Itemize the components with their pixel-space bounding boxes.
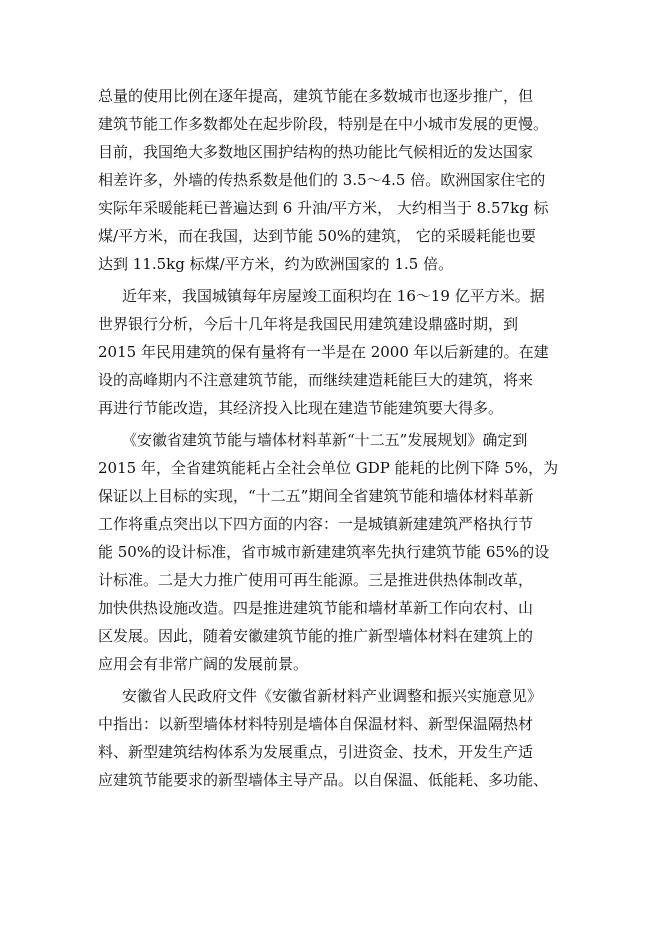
- text-line: 目前，我国绝大多数地区围护结构的热功能比气候相近的发达国家: [98, 143, 534, 161]
- text-line: 保证以上目标的实现，“十二五”期间全省建筑节能和墙体材料革新: [98, 487, 534, 505]
- text-line: 总量的使用比例在逐年提高，建筑节能在多数城市也逐步推广，但: [98, 87, 534, 105]
- text-line: 料、新型建筑结构体系为发展重点，引进资金、技术，开发生产适: [98, 743, 534, 761]
- paragraph-first-line: 近年来，我国城镇每年房屋竣工面积均在 16～19 亿平方米。据: [122, 287, 545, 305]
- text-line: 加快供热设施改造。四是推进建筑节能和墙材革新工作向农村、山: [98, 599, 534, 617]
- text-line: 中指出：以新型墙体材料特别是墙体自保温材料、新型保温隔热材: [98, 715, 534, 733]
- text-line: 应建筑节能要求的新型墙体主导产品。以自保温、低能耗、多功能、: [98, 771, 549, 789]
- text-line: 达到 11.5kg 标煤/平方米，约为欧洲国家的 1.5 倍。: [98, 255, 454, 273]
- text-line: 2015 年民用建筑的保有量将有一半是在 2000 年以后新建的。在建: [98, 343, 549, 361]
- text-line: 相差许多，外墙的传热系数是他们的 3.5～4.5 倍。欧洲国家住宅的: [98, 171, 546, 189]
- text-line: 工作将重点突出以下四方面的内容：一是城镇新建建筑严格执行节: [98, 515, 534, 533]
- text-line: 计标准。二是大力推广使用可再生能源。三是推进供热体制改革，: [98, 571, 534, 589]
- paragraph-first-line: 安徽省人民政府文件《安徽省新材料产业调整和振兴实施意见》: [122, 687, 543, 705]
- text-line: 建筑节能工作多数都处在起步阶段，特别是在中小城市发展的更慢。: [98, 115, 549, 133]
- text-line: 2015 年，全省建筑能耗占全社会单位 GDP 能耗的比例下降 5%，为: [98, 459, 559, 477]
- text-line: 实际年采暖能耗已普遍达到 6 升油/平方米， 大约相当于 8.57kg 标: [98, 199, 549, 217]
- text-line: 再进行节能改造，其经济投入比现在建造节能建筑要大得多。: [98, 399, 504, 417]
- text-line: 煤/平方米，而在我国，达到节能 50%的建筑， 它的采暖耗能也要: [98, 227, 536, 245]
- paragraph-first-line: 《安徽省建筑节能与墙体材料革新“十二五”发展规划》确定到: [122, 431, 528, 449]
- text-line: 应用会有非常广阔的发展前景。: [98, 655, 309, 673]
- text-line: 设的高峰期内不注意建筑节能，而继续建造耗能巨大的建筑，将来: [98, 371, 534, 389]
- text-line: 能 50%的设计标准，省市城市新建建筑率先执行建筑节能 65%的设: [98, 543, 550, 561]
- text-line: 区发展。因此，随着安徽建筑节能的推广新型墙体材料在建筑上的: [98, 627, 534, 645]
- text-line: 世界银行分析，今后十几年将是我国民用建筑建设鼎盛时期，到: [98, 315, 519, 333]
